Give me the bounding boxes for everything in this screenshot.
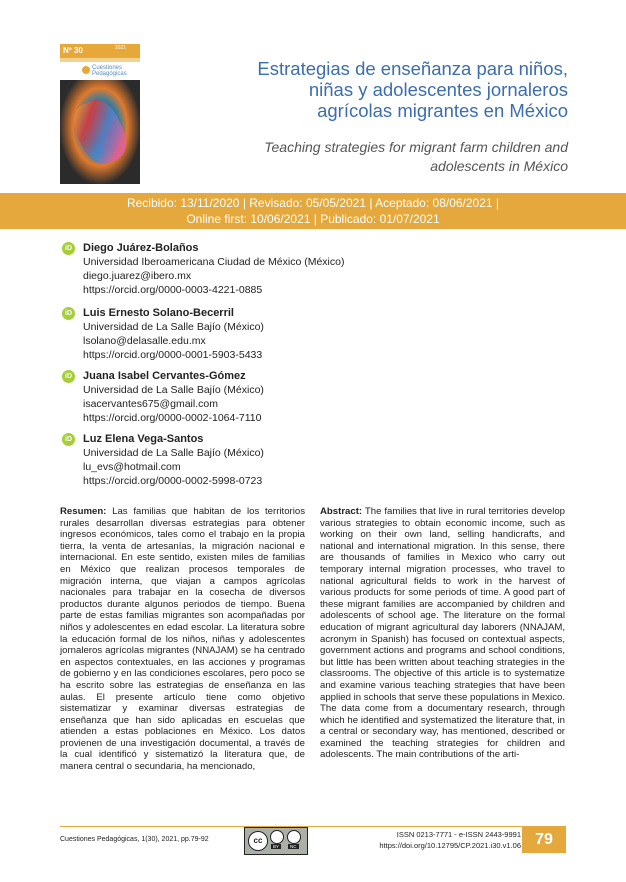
footer-issn: ISSN 0213-7771 - e-ISSN 2443-9991 [396,830,521,839]
orcid-icon[interactable]: iD [62,307,75,320]
abstract-column [320,506,565,761]
cover-journal-name: Cuestiones Pedagógicas [92,65,127,77]
abstract-text: The families that live in rural territories develop various strategies to obtain economic income, such as working on their own land, selling handicrafts, and national and international migration. In this sense, there are thousands of families in Mexico who carry out temporary internal migration processes, who travel to national agricultural fields to work in the harvest of various products for some periods of time. A good part of these migrant families are accompanied by children and adolescents of school age. The literature on the formal education of migrant agricultural day laborers (NNAJAM, acronym in Spanish) has focused on contextual aspects, government actions and programs and school conditions, but little has been written about teaching strategies in the classrooms. The objective of this article is to systematize and examine various teaching strategies that have been applied in schools that serve these populations in Mexico. The data come from a documentary research, through which he identified and systematized the literature that, in a central or secondary way, has mentioned, described or examined the teaching strategies for children and adolescents. The main contributions of the arti- [320,506,565,761]
dates-line-1: Recibido: 13/11/2020 | Revisado: 05/05/2021 | Aceptado: 08/06/2021 | [126,196,500,210]
author-name: Luis Ernesto Solano-Becerril [83,307,234,319]
cover-year: 2021 [114,45,126,51]
author-affiliation: Universidad de La Salle Bajío (México) [83,447,264,459]
by-icon [270,830,284,844]
page-number: 79 [522,827,566,853]
resumen-label: Resumen: [60,506,107,517]
author-name: Luz Elena Vega-Santos [83,433,204,445]
cc-nc-label: NC [290,844,297,849]
resumen-text: Las familias que habitan de los territorios rurales desarrollan diversas estrategias para obtener ingresos económicos, tales como el trabajo en la propia tierra, la venta de artesanías, la migración nacional e internacional. En este sentido, existen miles de familias en México que realizan procesos temporales de migración interna, que viajan a campos agrícolas nacionales para trabajar en la cosecha de diversos productos durante algunos periodos de tiempo. Buena parte de estas familias migrantes son acompañadas por niños y adolescentes en edad escolar. La literatura sobre la educación formal de los niños, niñas y adolescentes jornaleros agrícolas migrantes (NNAJAM) se ha centrado en aspectos contextuales, en las acciones y programas de gobierno y en las condiciones escolares, pero poco se ha escrito sobre las estrategias de enseñanza en las aulas. El presente artículo tiene como objetivo sistematizar y examinar diversas estrategias de enseñanza que han sido aplicadas en escuelas que atienden a estas poblaciones en México. Los datos provienen de una investigación documental, a través de la cual identificó y sistematizó la literatura que, de manera central o secundaria, ha mencionado, [60,506,305,773]
title-spanish: Estrategias de enseñanza para niños, niñas y adolescentes jornaleros agrícolas migrantes en México [257,58,568,121]
footer-citation: Cuestiones Pedagógicas, 1(30), 2021, pp.79-92 [60,836,209,843]
footer-doi[interactable]: https://doi.org/10.12795/CP.2021.i30.v1.06 [379,841,521,850]
logo-circle-icon [82,66,90,74]
resumen-column [60,506,305,773]
author-orcid-link[interactable]: https://orcid.org/0000-0002-5998-0723 [83,475,263,487]
nc-icon [287,830,301,844]
author-name: Diego Juárez-Bolaños [83,242,199,254]
author-orcid-link[interactable]: https://orcid.org/0000-0001-5903-5433 [83,349,263,361]
footer-divider [60,826,566,827]
abstract-label: Abstract: [320,506,363,517]
dates-line-2: Online first: 10/06/2021 | Publicado: 01/07/2021 [186,212,440,226]
author-email[interactable]: lsolano@delasalle.edu.mx [83,335,206,347]
author-affiliation: Universidad Iberoamericana Ciudad de México (México) [83,256,345,268]
orcid-icon[interactable]: iD [62,242,75,255]
author-orcid-link[interactable]: https://orcid.org/0000-0002-1064-7110 [83,412,262,424]
orcid-icon[interactable]: iD [62,433,75,446]
author-email[interactable]: isacervantes675@gmail.com [83,398,218,410]
footer-identifiers [379,829,521,851]
author-affiliation: Universidad de La Salle Bajío (México) [83,321,264,333]
author-email[interactable]: diego.juarez@ibero.mx [83,270,192,282]
orcid-icon[interactable]: iD [62,370,75,383]
dates-banner [0,193,626,229]
author-email[interactable]: lu_evs@hotmail.com [83,461,181,473]
cover-issue-number: Nº 30 [63,46,83,55]
author-name: Juana Isabel Cervantes-Gómez [83,370,246,382]
title-english: Teaching strategies for migrant farm children and adolescents in México [264,139,568,174]
journal-cover [60,44,140,184]
cc-icon: cc [248,831,268,851]
cc-license-badge[interactable] [244,827,308,855]
author-orcid-link[interactable]: https://orcid.org/0000-0003-4221-0885 [83,284,263,296]
author-affiliation: Universidad de La Salle Bajío (México) [83,384,264,396]
cc-by-label: BY [273,844,280,849]
cover-logo [60,62,140,80]
